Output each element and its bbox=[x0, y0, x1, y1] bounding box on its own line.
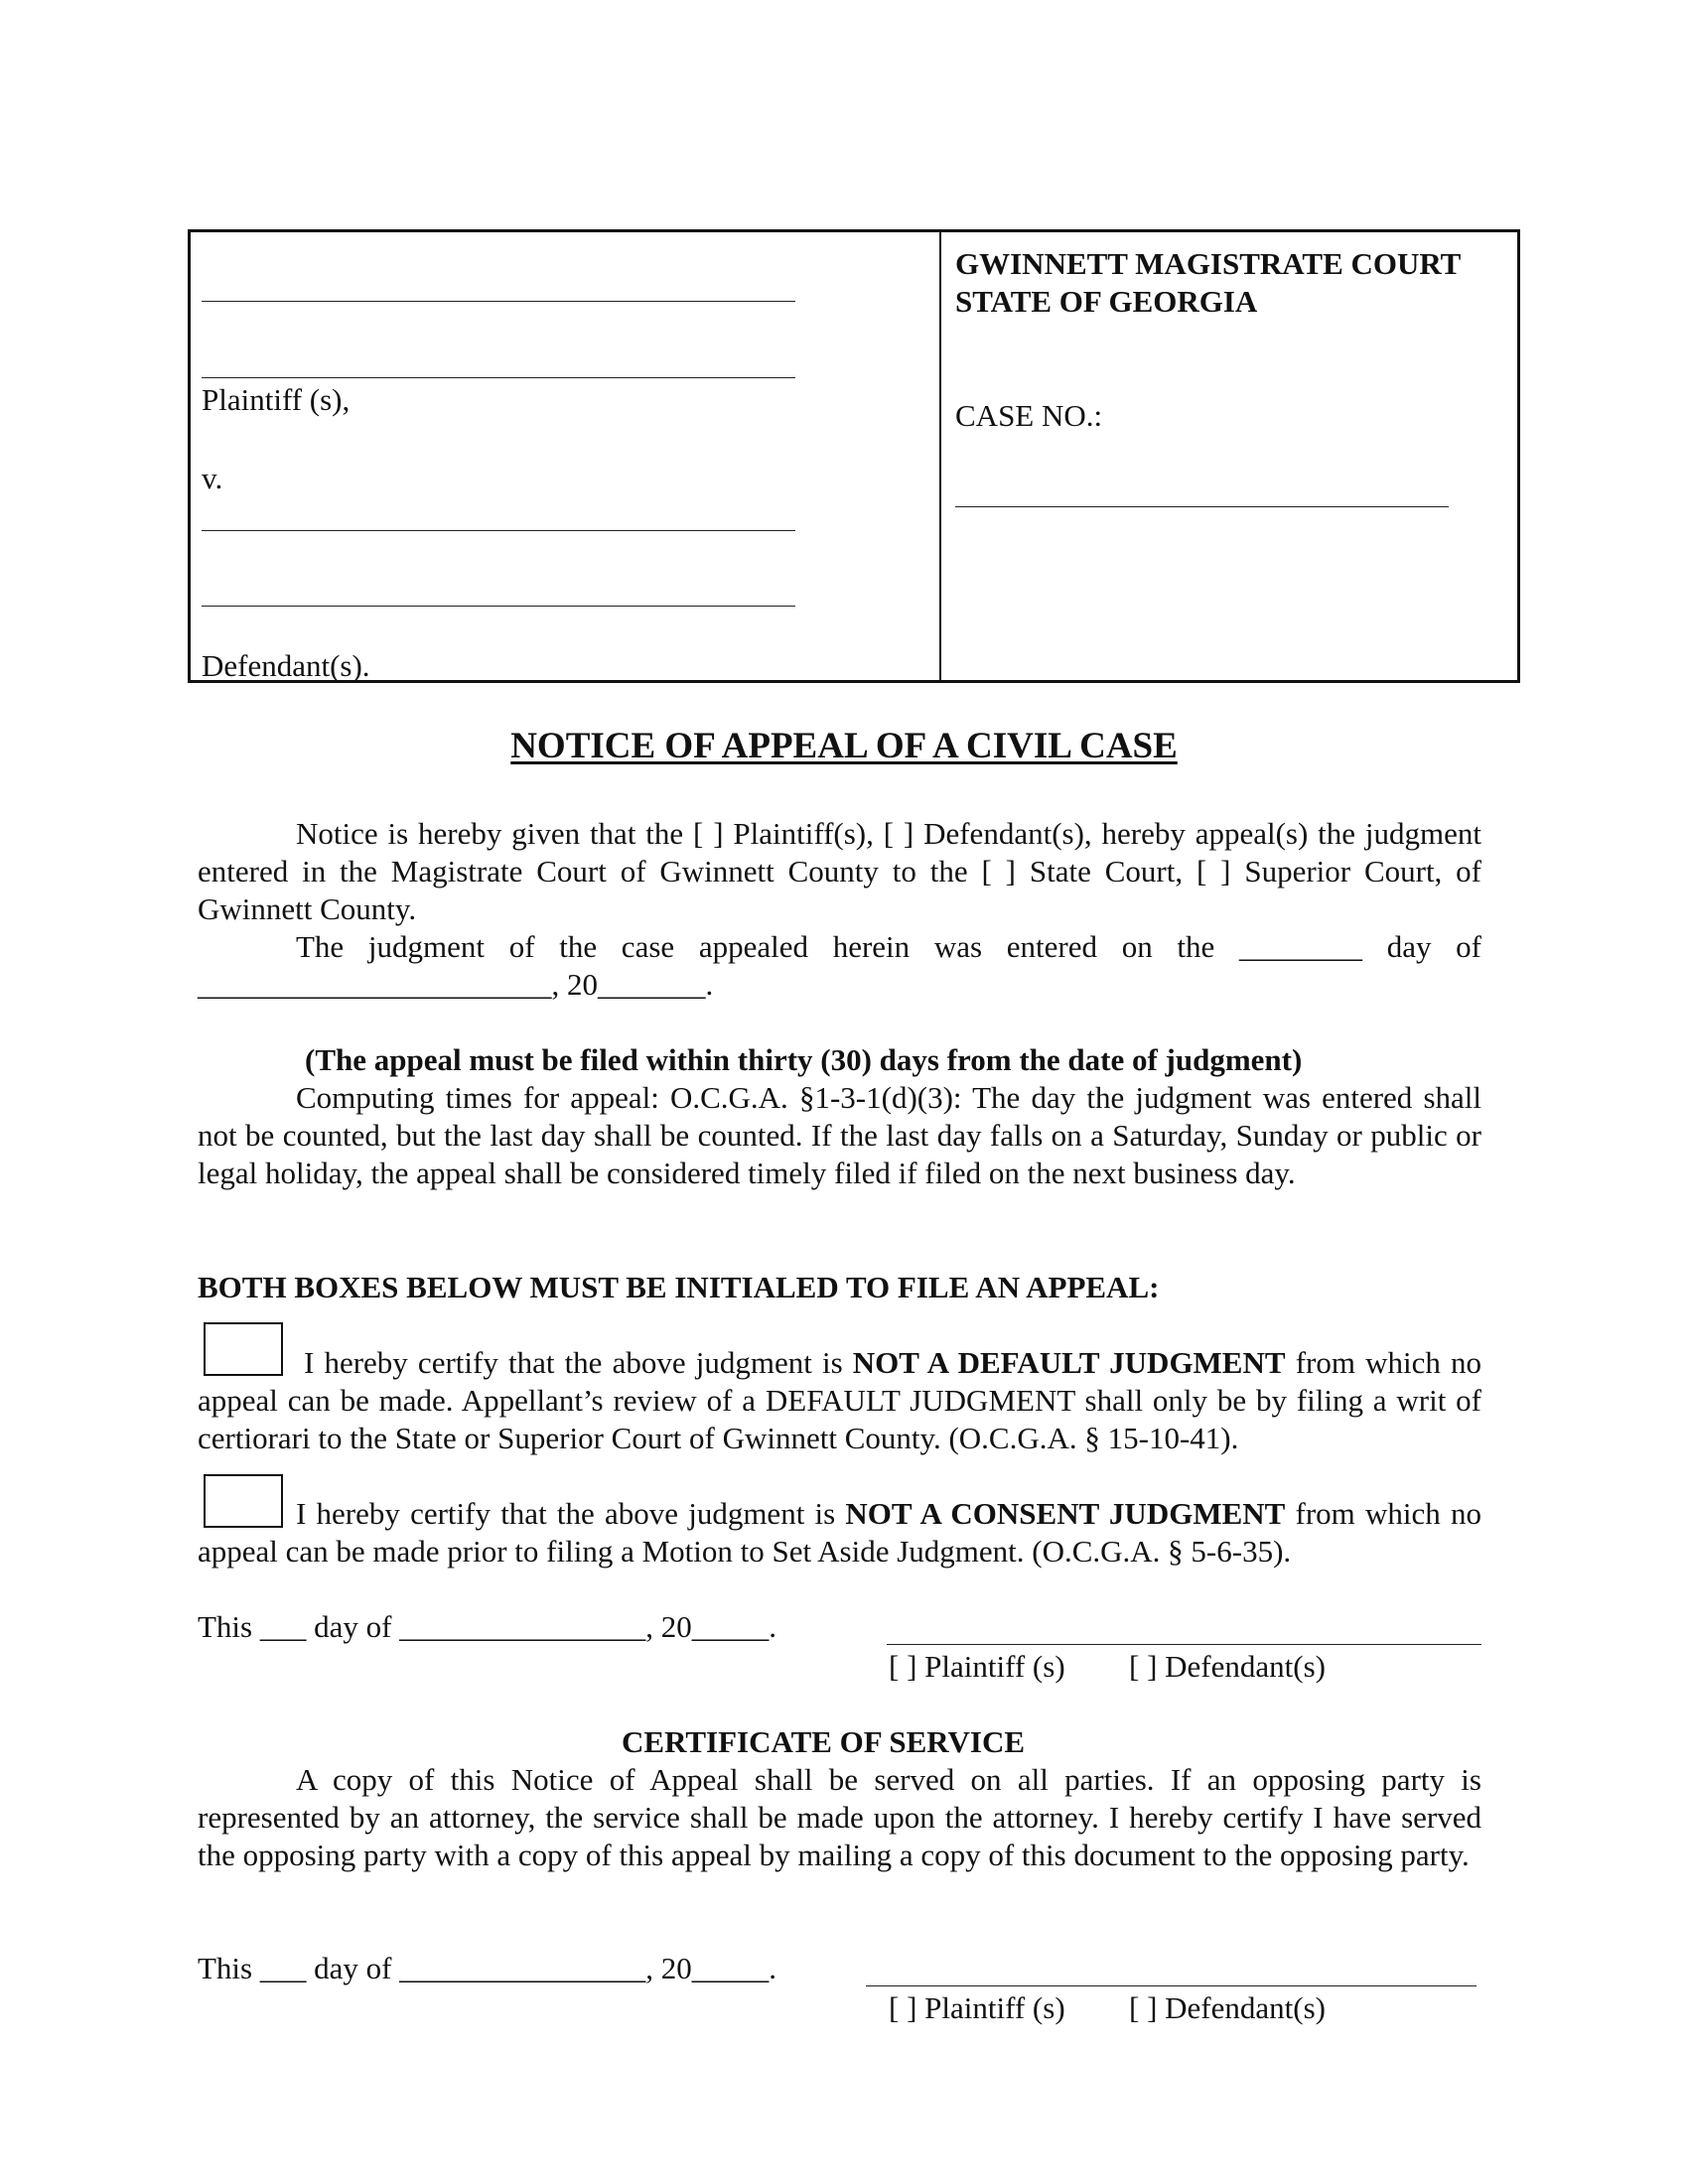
consent-cert-tail: from which no appeal can be made prior to filing a Motion to Set Aside Judgment. (O.C.G.A. § 5-6-35). bbox=[198, 1496, 1481, 1569]
default-cert-lead: I hereby certify that the above judgment is bbox=[304, 1345, 853, 1380]
judgment-date-line-2: _______________________, 20_______. bbox=[198, 967, 714, 1002]
signature1-defendant-option[interactable]: [ ] Defendant(s) bbox=[1129, 1649, 1326, 1684]
consent-cert-lead: I hereby certify that the above judgment is bbox=[296, 1496, 846, 1531]
signature2-plaintiff-option[interactable]: [ ] Plaintiff (s) bbox=[889, 1990, 1065, 2025]
court-state: STATE OF GEORGIA bbox=[955, 284, 1258, 319]
certificate-heading: CERTIFICATE OF SERVICE bbox=[622, 1724, 1026, 1759]
plaintiff-name-line-2[interactable] bbox=[202, 377, 795, 378]
defendant-name-line-1[interactable] bbox=[202, 530, 795, 531]
consent-cert-emphasis: NOT A CONSENT JUDGMENT bbox=[845, 1496, 1286, 1531]
defendant-name-line-2[interactable] bbox=[202, 606, 795, 607]
signature1-plaintiff-option[interactable]: [ ] Plaintiff (s) bbox=[889, 1649, 1065, 1684]
court-name: GWINNETT MAGISTRATE COURT bbox=[955, 246, 1462, 281]
deadline-heading: (The appeal must be filed within thirty (30) days from the date of judgment) bbox=[305, 1042, 1303, 1077]
default-judgment-certification bbox=[198, 1344, 1481, 1457]
plaintiff-name-line-1[interactable] bbox=[202, 301, 795, 302]
notice-paragraph: Notice is hereby given that the [ ] Plaintiff(s), [ ] Defendant(s), hereby appeal(s) the judgment entered in the Magistrate Court of Gwinnett County to the [ ] State Court, [ ] Superior Court, of Gwinnett County. bbox=[198, 816, 1481, 926]
plaintiff-label: Plaintiff (s), bbox=[202, 382, 351, 417]
versus-label: v. bbox=[202, 461, 223, 495]
defendant-label: Defendant(s). bbox=[202, 648, 370, 683]
initials-heading: BOTH BOXES BELOW MUST BE INITIALED TO FILE AN APPEAL: bbox=[198, 1270, 1160, 1304]
caption-divider bbox=[939, 229, 941, 683]
default-cert-tail: from which no appeal can be made. Appellant’s review of a DEFAULT JUDGMENT shall only be by filing a writ of certiorari to the State or Superior Court of Gwinnett County. (O.C.G.A. § 15-10-41). bbox=[198, 1345, 1481, 1455]
judgment-date-line: The judgment of the case appealed herein was entered on the ________ day of bbox=[296, 929, 1481, 964]
computing-times-paragraph: Computing times for appeal: O.C.G.A. §1-3-1(d)(3): The day the judgment was entered shall not be counted, but the last day shall be counted. If the last day falls on a Saturday, Sunday or public or legal holiday, the appeal shall be considered timely filed if filed on the next business day. bbox=[198, 1080, 1481, 1190]
document-title: NOTICE OF APPEAL OF A CIVIL CASE bbox=[510, 726, 1178, 766]
case-caption-box bbox=[188, 229, 1520, 683]
signature-line-2[interactable] bbox=[866, 1985, 1477, 1986]
signature-line-1[interactable] bbox=[887, 1644, 1481, 1645]
consent-judgment-certification bbox=[198, 1495, 1481, 1570]
case-number-label: CASE NO.: bbox=[955, 398, 1103, 433]
certificate-body: A copy of this Notice of Appeal shall be served on all parties. If an opposing party is represented by an attorney, the service shall be made upon the attorney. I hereby certify I have served the opposing party with a copy of this appeal by mailing a copy of this document to the opposing party. bbox=[198, 1762, 1481, 1872]
signature-date-line-2[interactable]: This ___ day of ________________, 20_____. bbox=[198, 1951, 776, 1985]
signature-date-line-1[interactable]: This ___ day of ________________, 20_____. bbox=[198, 1609, 776, 1644]
signature2-defendant-option[interactable]: [ ] Defendant(s) bbox=[1129, 1990, 1326, 2025]
case-number-line[interactable] bbox=[955, 506, 1449, 507]
default-cert-emphasis: NOT A DEFAULT JUDGMENT bbox=[852, 1345, 1286, 1380]
